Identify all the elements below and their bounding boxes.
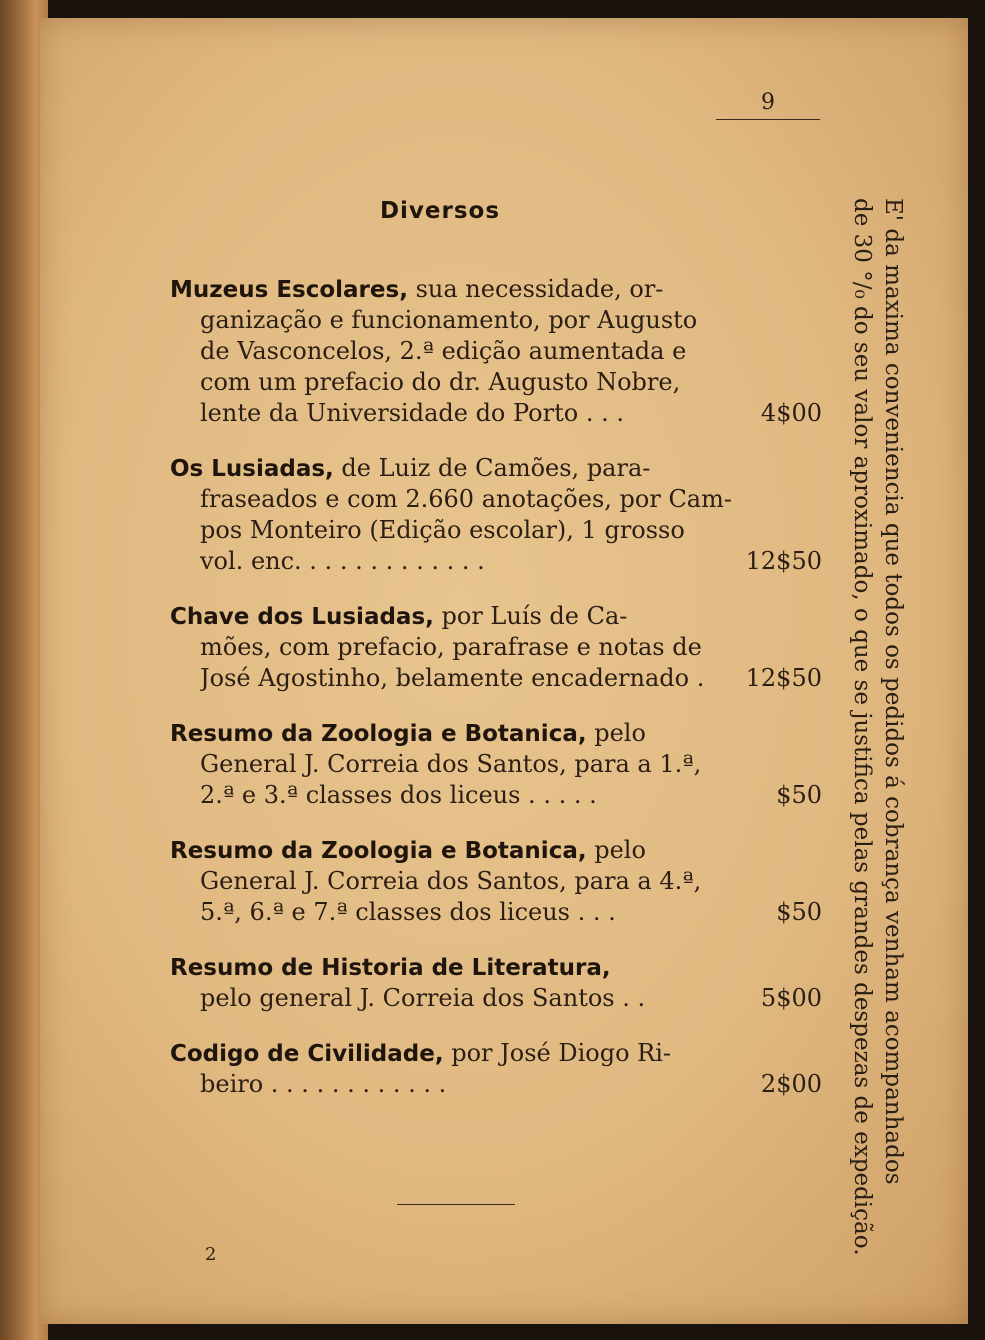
entry-title: Resumo da Zoologia e Botanica, <box>170 721 587 747</box>
entry-description: José Agostinho, belamente encadernado . <box>200 664 705 692</box>
entry-description: pelo <box>586 719 646 747</box>
catalog-entry <box>170 274 822 429</box>
entry-line-text <box>170 601 822 633</box>
entry-line <box>170 453 822 484</box>
entry-description: com um prefacio do dr. Augusto Nobre, <box>200 368 681 396</box>
entry-description: pelo <box>586 836 646 864</box>
entry-line-text <box>170 835 822 867</box>
entry-line <box>170 952 822 983</box>
entry-line <box>170 367 822 398</box>
catalog-entry <box>170 952 822 1014</box>
entry-line <box>170 835 822 866</box>
section-title: Diversos <box>379 198 501 224</box>
entry-title: Resumo da Zoologia e Botanica, <box>170 838 587 864</box>
entry-description: General J. Correia dos Santos, para a 4.ª, <box>200 867 702 895</box>
catalog-entry <box>170 453 822 577</box>
entry-line <box>170 515 822 546</box>
entry-description: mões, com prefacio, parafrase e notas de <box>200 633 702 661</box>
entry-description: pos Monteiro (Edição escolar), 1 grosso <box>200 516 685 544</box>
entry-line-text <box>200 983 751 1014</box>
entry-line-text <box>170 1038 822 1070</box>
catalog-entry <box>170 601 822 694</box>
signature-mark: 2 <box>205 1244 217 1265</box>
entry-line <box>170 546 822 577</box>
entry-line-text <box>170 274 822 306</box>
entry-description: 2.ª e 3.ª classes dos liceus . . . . . <box>200 781 597 809</box>
entry-line <box>170 398 822 429</box>
entry-line-text <box>200 546 736 577</box>
bottom-rule <box>397 1204 515 1205</box>
entry-line <box>170 484 822 515</box>
entry-line-text <box>200 398 751 429</box>
entry-description: fraseados e com 2.660 anotações, por Cam- <box>200 485 732 513</box>
entry-line <box>170 274 822 305</box>
entry-line <box>170 336 822 367</box>
entry-line-text <box>200 515 822 546</box>
entry-line-text <box>200 749 822 780</box>
entry-line <box>170 866 822 897</box>
entry-title: Chave dos Lusiadas, <box>170 604 434 630</box>
entry-line <box>170 780 822 811</box>
entry-description: de Vasconcelos, 2.ª edição aumentada e <box>200 337 687 365</box>
entry-price: 2$00 <box>760 1070 822 1098</box>
entry-line-text <box>200 367 822 398</box>
entry-description: por Luís de Ca- <box>433 602 628 630</box>
page-number: 9 <box>716 90 820 120</box>
entry-line-text <box>200 1069 751 1100</box>
vertical-note-line-2: de 30 °/₀ do seu valor aproximado, o que se justifica pelas grandes despezas de expedição. <box>849 198 875 1256</box>
entry-line <box>170 897 822 928</box>
entry-description: ganização e funcionamento, por Augusto <box>200 306 698 334</box>
entry-description: sua necessidade, or- <box>407 275 664 303</box>
catalog-entry <box>170 835 822 928</box>
entry-description: pelo general J. Correia dos Santos . . <box>200 984 646 1012</box>
book-page <box>40 18 968 1324</box>
entry-line-text <box>200 305 822 336</box>
entry-line-text <box>170 952 822 984</box>
entry-description: de Luiz de Camões, para- <box>333 454 651 482</box>
entry-title: Muzeus Escolares, <box>170 277 408 303</box>
catalog-entry <box>170 1038 822 1100</box>
catalog-entry <box>170 718 822 811</box>
entry-description: 5.ª, 6.ª e 7.ª classes dos liceus . . . <box>200 898 616 926</box>
entry-line <box>170 305 822 336</box>
entry-price: 12$50 <box>745 547 822 575</box>
entry-line <box>170 601 822 632</box>
entry-price: 4$00 <box>760 399 822 427</box>
entry-description: vol. enc. . . . . . . . . . . . . <box>200 547 485 575</box>
entry-line-text <box>200 780 766 811</box>
entry-description: lente da Universidade do Porto . . . <box>200 399 624 427</box>
entry-line-text <box>200 336 822 367</box>
entry-title: Os Lusiadas, <box>170 456 334 482</box>
entry-line <box>170 1038 822 1069</box>
entry-line <box>170 749 822 780</box>
entry-line-text <box>200 632 822 663</box>
entry-price: $50 <box>776 781 822 809</box>
entry-price: 5$00 <box>760 984 822 1012</box>
entry-line <box>170 663 822 694</box>
entry-line <box>170 718 822 749</box>
entry-line <box>170 1069 822 1100</box>
entry-line-text <box>200 897 766 928</box>
catalog-entries <box>170 274 822 1124</box>
entry-description: por José Diogo Ri- <box>443 1039 672 1067</box>
entry-line-text <box>200 866 822 897</box>
entry-price: 12$50 <box>745 664 822 692</box>
vertical-note <box>846 198 908 1278</box>
entry-line-text <box>170 453 822 485</box>
vertical-note-line-1: E' da maxima conveniencia que todos os pedidos á cobrança venham acompanhados <box>880 198 906 1185</box>
entry-line-text <box>200 484 822 515</box>
entry-title: Resumo de Historia de Literatura, <box>170 955 611 981</box>
entry-title: Codigo de Civilidade, <box>170 1041 444 1067</box>
entry-line <box>170 632 822 663</box>
entry-description: beiro . . . . . . . . . . . . <box>200 1070 447 1098</box>
entry-price: $50 <box>776 898 822 926</box>
entry-description: General J. Correia dos Santos, para a 1.ª, <box>200 750 702 778</box>
entry-line-text <box>200 663 736 694</box>
entry-line <box>170 983 822 1014</box>
entry-line-text <box>170 718 822 750</box>
